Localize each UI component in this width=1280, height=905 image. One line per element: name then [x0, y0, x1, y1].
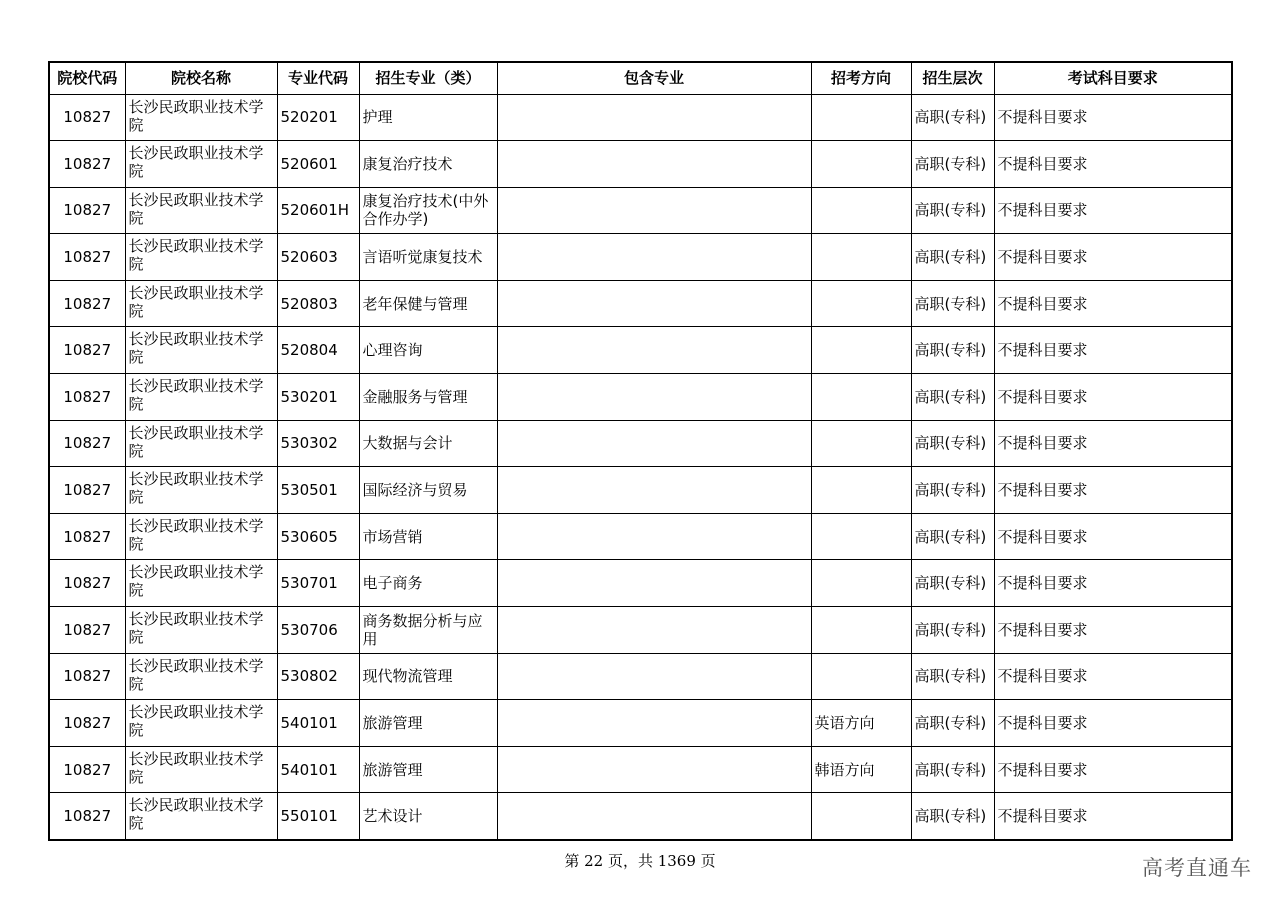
- cell-direction: [811, 467, 911, 514]
- cell-included-majors: [497, 187, 811, 234]
- table-row: [49, 700, 1232, 747]
- cell-subject-requirement: 不提科目要求: [994, 607, 1232, 654]
- cell-level: 高职(专科): [911, 420, 994, 467]
- cell-direction: [811, 94, 911, 141]
- cell-school-code: 10827: [49, 560, 125, 607]
- cell-direction: 韩语方向: [811, 746, 911, 793]
- cell-subject-requirement: 不提科目要求: [994, 141, 1232, 188]
- cell-major-code: 520804: [277, 327, 359, 374]
- cell-included-majors: [497, 374, 811, 421]
- cell-school-code: 10827: [49, 746, 125, 793]
- header-school-name: 院校名称: [125, 62, 277, 94]
- cell-level: 高职(专科): [911, 141, 994, 188]
- header-school-code: 院校代码: [49, 62, 125, 94]
- cell-subject-requirement: 不提科目要求: [994, 653, 1232, 700]
- cell-level: 高职(专科): [911, 94, 994, 141]
- cell-school-name: 长沙民政职业技术学院: [125, 327, 277, 374]
- cell-school-code: 10827: [49, 653, 125, 700]
- cell-major-code: 530201: [277, 374, 359, 421]
- header-level: 招生层次: [911, 62, 994, 94]
- cell-direction: [811, 653, 911, 700]
- cell-level: 高职(专科): [911, 746, 994, 793]
- table-row: [49, 653, 1232, 700]
- cell-level: 高职(专科): [911, 793, 994, 840]
- table-row: [49, 141, 1232, 188]
- cell-school-name: 长沙民政职业技术学院: [125, 187, 277, 234]
- cell-direction: [811, 513, 911, 560]
- cell-included-majors: [497, 513, 811, 560]
- cell-school-code: 10827: [49, 420, 125, 467]
- cell-school-name: 长沙民政职业技术学院: [125, 467, 277, 514]
- cell-major-code: 520201: [277, 94, 359, 141]
- cell-subject-requirement: 不提科目要求: [994, 560, 1232, 607]
- cell-school-name: 长沙民政职业技术学院: [125, 420, 277, 467]
- cell-direction: [811, 187, 911, 234]
- cell-major: 大数据与会计: [359, 420, 497, 467]
- cell-included-majors: [497, 467, 811, 514]
- cell-direction: [811, 420, 911, 467]
- table-row: [49, 94, 1232, 141]
- cell-included-majors: [497, 653, 811, 700]
- cell-school-code: 10827: [49, 607, 125, 654]
- cell-subject-requirement: 不提科目要求: [994, 467, 1232, 514]
- cell-major-code: 530706: [277, 607, 359, 654]
- cell-major: 老年保健与管理: [359, 280, 497, 327]
- cell-school-code: 10827: [49, 141, 125, 188]
- cell-school-name: 长沙民政职业技术学院: [125, 607, 277, 654]
- header-major-code: 专业代码: [277, 62, 359, 94]
- cell-major: 旅游管理: [359, 746, 497, 793]
- table-row: [49, 234, 1232, 281]
- cell-level: 高职(专科): [911, 700, 994, 747]
- cell-included-majors: [497, 327, 811, 374]
- cell-subject-requirement: 不提科目要求: [994, 234, 1232, 281]
- cell-major: 言语听觉康复技术: [359, 234, 497, 281]
- enrollment-table: [48, 61, 1233, 841]
- table-row: [49, 793, 1232, 840]
- cell-subject-requirement: 不提科目要求: [994, 280, 1232, 327]
- cell-major-code: 530605: [277, 513, 359, 560]
- cell-level: 高职(专科): [911, 374, 994, 421]
- cell-subject-requirement: 不提科目要求: [994, 420, 1232, 467]
- cell-direction: [811, 234, 911, 281]
- cell-school-name: 长沙民政职业技术学院: [125, 653, 277, 700]
- header-major: 招生专业（类）: [359, 62, 497, 94]
- cell-major: 旅游管理: [359, 700, 497, 747]
- cell-school-code: 10827: [49, 94, 125, 141]
- cell-major: 康复治疗技术(中外合作办学): [359, 187, 497, 234]
- cell-major: 艺术设计: [359, 793, 497, 840]
- cell-school-name: 长沙民政职业技术学院: [125, 141, 277, 188]
- cell-direction: [811, 560, 911, 607]
- cell-school-name: 长沙民政职业技术学院: [125, 793, 277, 840]
- cell-major-code: 520601H: [277, 187, 359, 234]
- table-row: [49, 187, 1232, 234]
- cell-direction: [811, 327, 911, 374]
- cell-major-code: 550101: [277, 793, 359, 840]
- cell-included-majors: [497, 141, 811, 188]
- cell-level: 高职(专科): [911, 280, 994, 327]
- cell-subject-requirement: 不提科目要求: [994, 327, 1232, 374]
- cell-level: 高职(专科): [911, 607, 994, 654]
- cell-subject-requirement: 不提科目要求: [994, 513, 1232, 560]
- cell-direction: [811, 793, 911, 840]
- cell-major: 护理: [359, 94, 497, 141]
- cell-school-code: 10827: [49, 327, 125, 374]
- cell-level: 高职(专科): [911, 513, 994, 560]
- cell-major: 心理咨询: [359, 327, 497, 374]
- cell-major-code: 530501: [277, 467, 359, 514]
- header-row: [49, 62, 1232, 94]
- watermark: 高考直通车: [1142, 856, 1252, 880]
- cell-school-name: 长沙民政职业技术学院: [125, 746, 277, 793]
- cell-level: 高职(专科): [911, 653, 994, 700]
- table-row: [49, 513, 1232, 560]
- cell-subject-requirement: 不提科目要求: [994, 94, 1232, 141]
- cell-major: 商务数据分析与应用: [359, 607, 497, 654]
- cell-direction: [811, 141, 911, 188]
- cell-major: 市场营销: [359, 513, 497, 560]
- cell-major: 国际经济与贸易: [359, 467, 497, 514]
- table-row: [49, 560, 1232, 607]
- cell-level: 高职(专科): [911, 187, 994, 234]
- cell-major-code: 530802: [277, 653, 359, 700]
- table-row: [49, 607, 1232, 654]
- cell-major-code: 520603: [277, 234, 359, 281]
- cell-level: 高职(专科): [911, 327, 994, 374]
- cell-subject-requirement: 不提科目要求: [994, 793, 1232, 840]
- cell-major-code: 520601: [277, 141, 359, 188]
- cell-subject-requirement: 不提科目要求: [994, 374, 1232, 421]
- cell-school-name: 长沙民政职业技术学院: [125, 560, 277, 607]
- cell-major: 现代物流管理: [359, 653, 497, 700]
- cell-level: 高职(专科): [911, 234, 994, 281]
- cell-school-name: 长沙民政职业技术学院: [125, 94, 277, 141]
- cell-subject-requirement: 不提科目要求: [994, 187, 1232, 234]
- cell-school-name: 长沙民政职业技术学院: [125, 234, 277, 281]
- cell-major-code: 540101: [277, 746, 359, 793]
- table-row: [49, 746, 1232, 793]
- cell-school-name: 长沙民政职业技术学院: [125, 513, 277, 560]
- table-row: [49, 374, 1232, 421]
- cell-school-name: 长沙民政职业技术学院: [125, 700, 277, 747]
- cell-subject-requirement: 不提科目要求: [994, 700, 1232, 747]
- cell-included-majors: [497, 607, 811, 654]
- cell-included-majors: [497, 560, 811, 607]
- table-row: [49, 327, 1232, 374]
- cell-direction: 英语方向: [811, 700, 911, 747]
- table-body: [49, 94, 1232, 840]
- cell-school-code: 10827: [49, 374, 125, 421]
- cell-major-code: 520803: [277, 280, 359, 327]
- table-row: [49, 467, 1232, 514]
- cell-level: 高职(专科): [911, 467, 994, 514]
- cell-direction: [811, 607, 911, 654]
- cell-major: 金融服务与管理: [359, 374, 497, 421]
- cell-major-code: 540101: [277, 700, 359, 747]
- cell-included-majors: [497, 94, 811, 141]
- cell-school-code: 10827: [49, 467, 125, 514]
- cell-school-code: 10827: [49, 234, 125, 281]
- header-included-majors: 包含专业: [497, 62, 811, 94]
- cell-school-code: 10827: [49, 700, 125, 747]
- cell-major: 电子商务: [359, 560, 497, 607]
- cell-direction: [811, 280, 911, 327]
- cell-included-majors: [497, 280, 811, 327]
- page-number: 第 22 页，共 1369 页: [564, 852, 716, 870]
- cell-subject-requirement: 不提科目要求: [994, 746, 1232, 793]
- cell-major: 康复治疗技术: [359, 141, 497, 188]
- cell-school-name: 长沙民政职业技术学院: [125, 280, 277, 327]
- cell-school-code: 10827: [49, 280, 125, 327]
- cell-school-name: 长沙民政职业技术学院: [125, 374, 277, 421]
- cell-included-majors: [497, 793, 811, 840]
- header-direction: 招考方向: [811, 62, 911, 94]
- cell-school-code: 10827: [49, 513, 125, 560]
- cell-major-code: 530701: [277, 560, 359, 607]
- cell-included-majors: [497, 700, 811, 747]
- cell-direction: [811, 374, 911, 421]
- table-row: [49, 280, 1232, 327]
- table-row: [49, 420, 1232, 467]
- cell-major-code: 530302: [277, 420, 359, 467]
- cell-included-majors: [497, 746, 811, 793]
- cell-school-code: 10827: [49, 793, 125, 840]
- header-subject-requirement: 考试科目要求: [994, 62, 1232, 94]
- cell-included-majors: [497, 234, 811, 281]
- cell-level: 高职(专科): [911, 560, 994, 607]
- cell-included-majors: [497, 420, 811, 467]
- cell-school-code: 10827: [49, 187, 125, 234]
